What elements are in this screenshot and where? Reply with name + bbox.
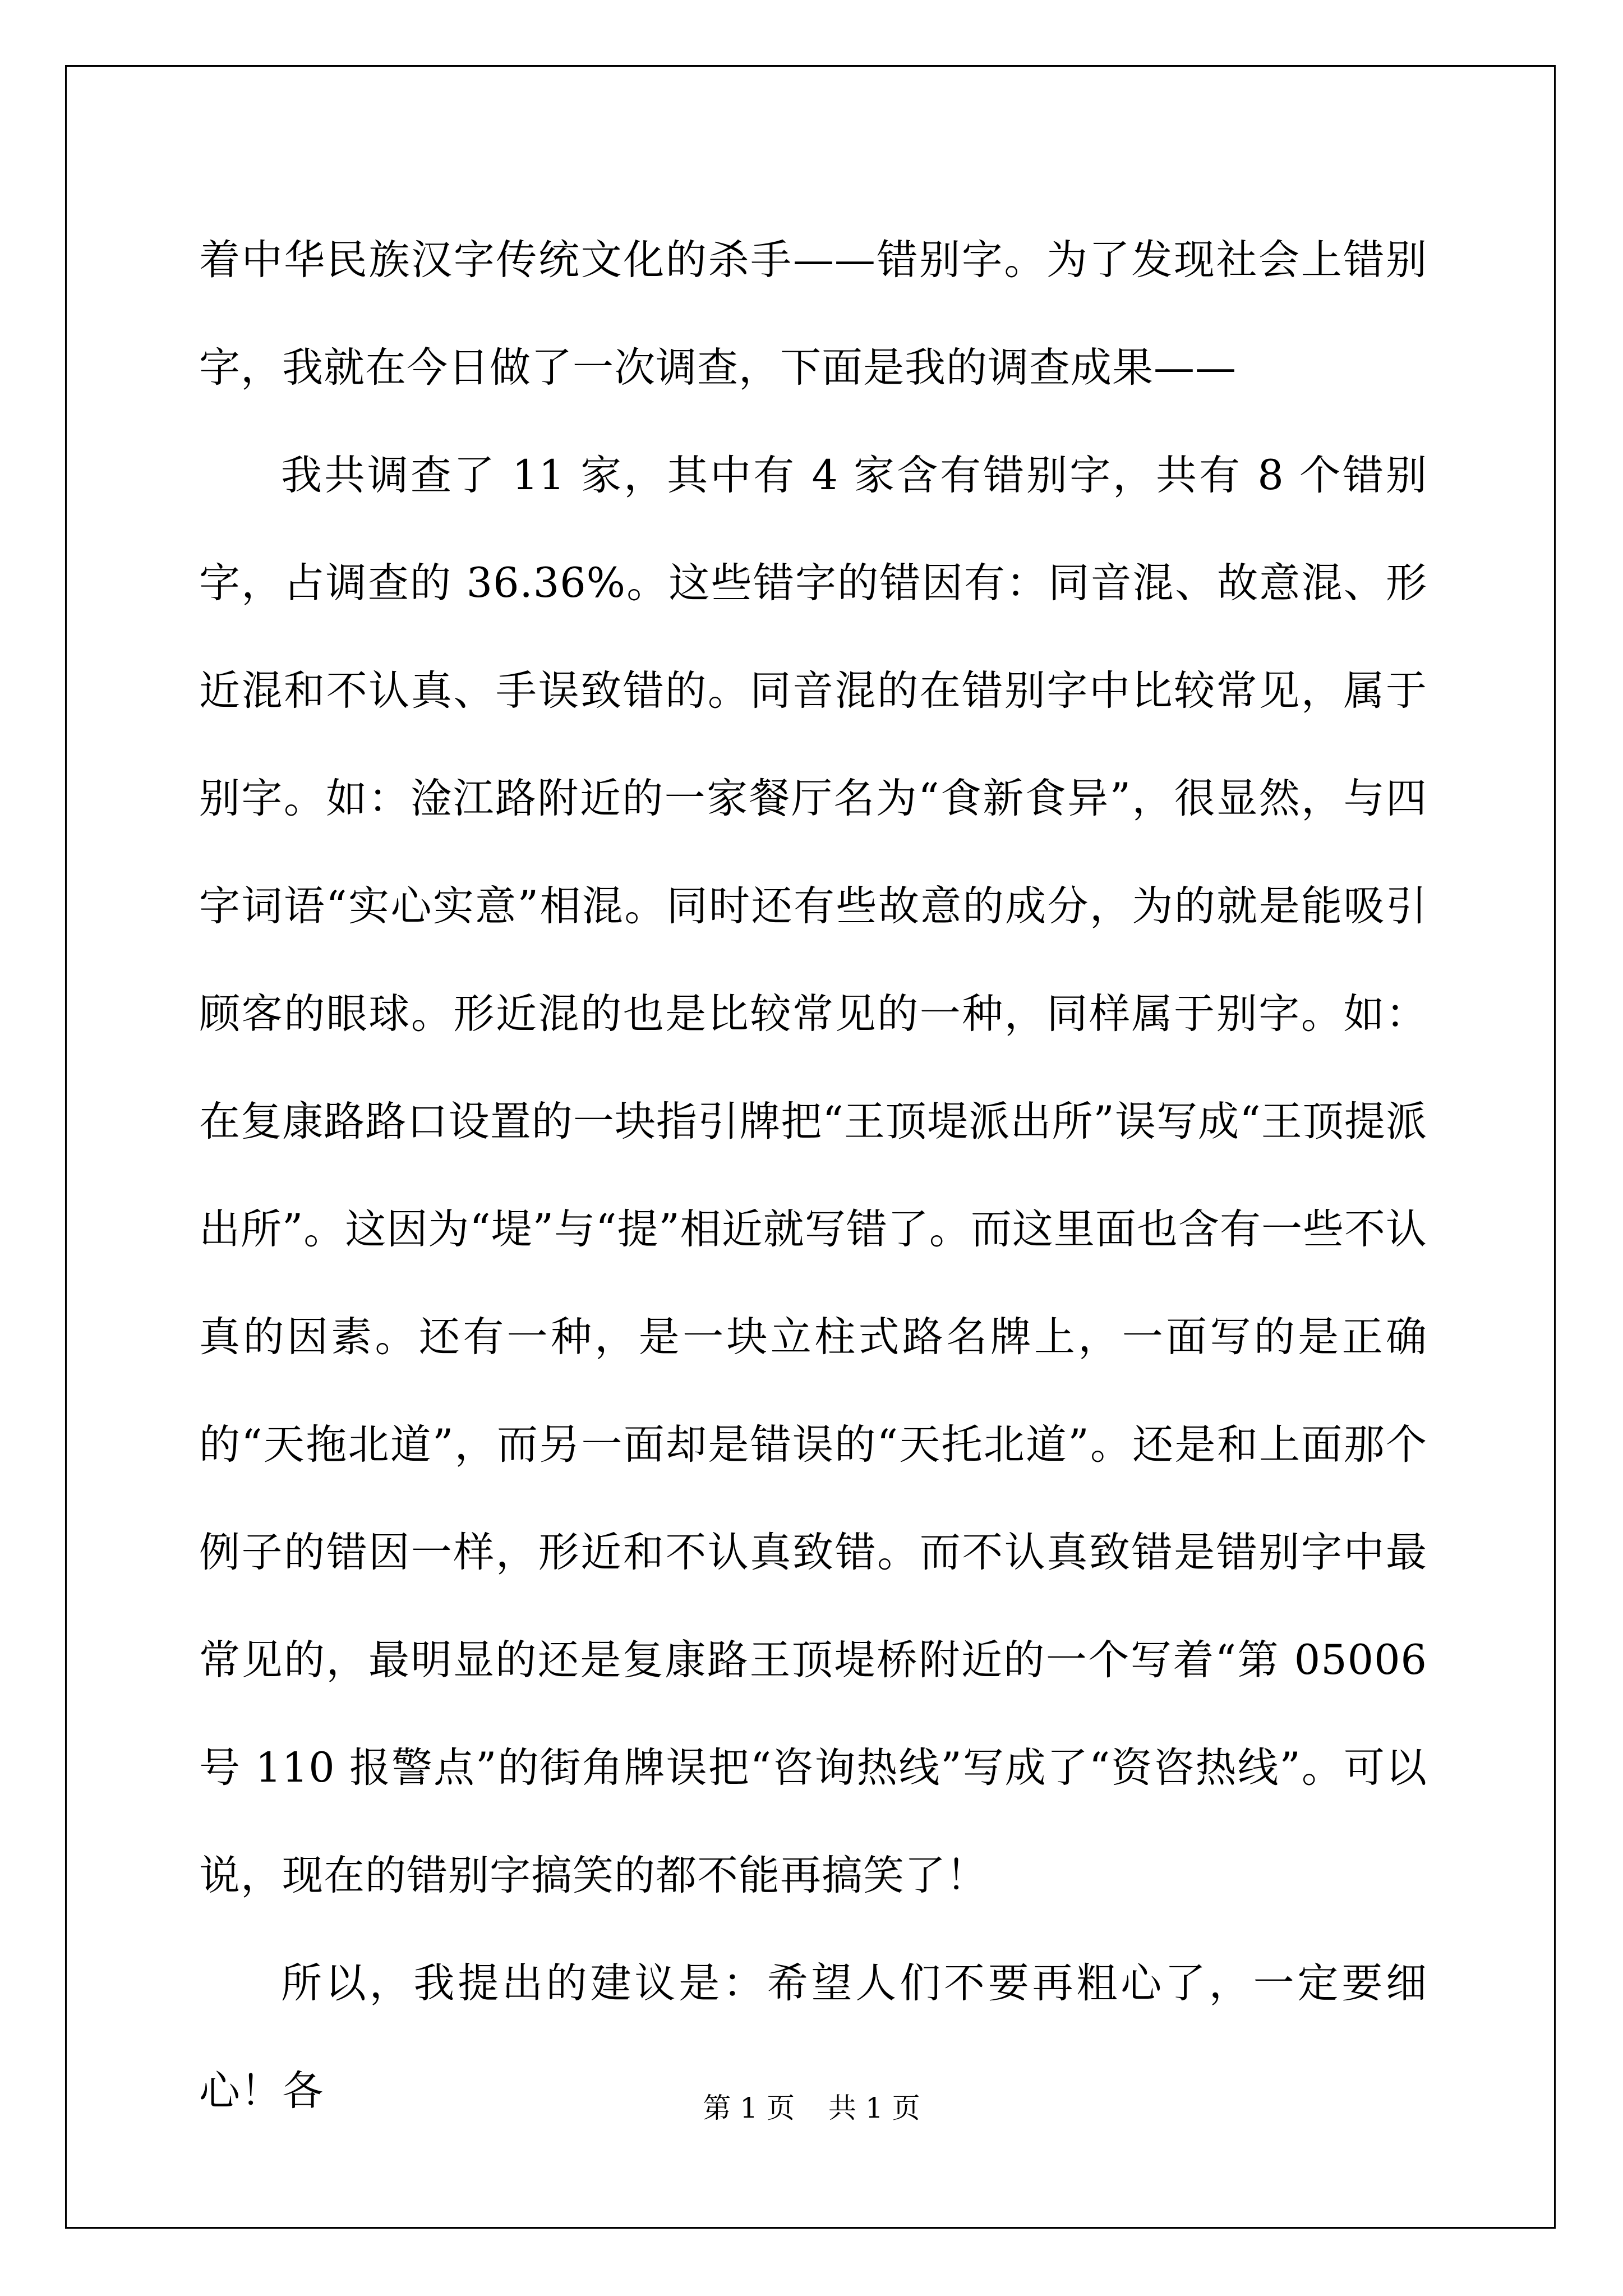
page-number: 第 1 页: [703, 2092, 795, 2124]
page-footer: [0, 2091, 1623, 2125]
page-total: 共 1 页: [828, 2092, 920, 2124]
paragraph-survey-results: 我共调查了 11 家，其中有 4 家含有错别字，共有 8 个错别字，占调查的 36.36%。这些错字的错因有：同音混、故意混、形近混和不认真、手误致错的。同音混的在错别字中比较常见，属于别字。如：淦江路附近的一家餐厅名为“食新食异”，很显然，与四字词语“实心实意”相混。同时还有些故意的成分，为的就是能吸引顾客的眼球。形近混的也是比较常见的一种，同样属于别字。如：在复康路路口设置的一块指引牌把“王顶堤派出所”误写成“王顶提派出所”。这因为“堤”与“提”相近就写错了。而这里面也含有一些不认真的因素。还有一种，是一块立柱式路名牌上，一面写的是正确的“天拖北道”，而另一面却是错误的“天托北道”。还是和上面那个例子的错因一样，形近和不认真致错。而不认真致错是错别字中最常见的，最明显的还是复康路王顶堤桥附近的一个写着“第 05006 号 110 报警点”的街角牌误把“咨询热线”写成了“资咨热线”。可以说，现在的错别字搞笑的都不能再搞笑了！: [199, 452, 1427, 1899]
paragraph-suggestion: 所以，我提出的建议是：希望人们不要再粗心了，一定要细心！各: [199, 1959, 1427, 2115]
paragraph-intro: 着中华民族汉字传统文化的杀手——错别字。为了发现社会上错别字，我就在今日做了一次调查，下面是我的调查成果——: [199, 236, 1427, 392]
document-body: [199, 206, 1427, 2145]
